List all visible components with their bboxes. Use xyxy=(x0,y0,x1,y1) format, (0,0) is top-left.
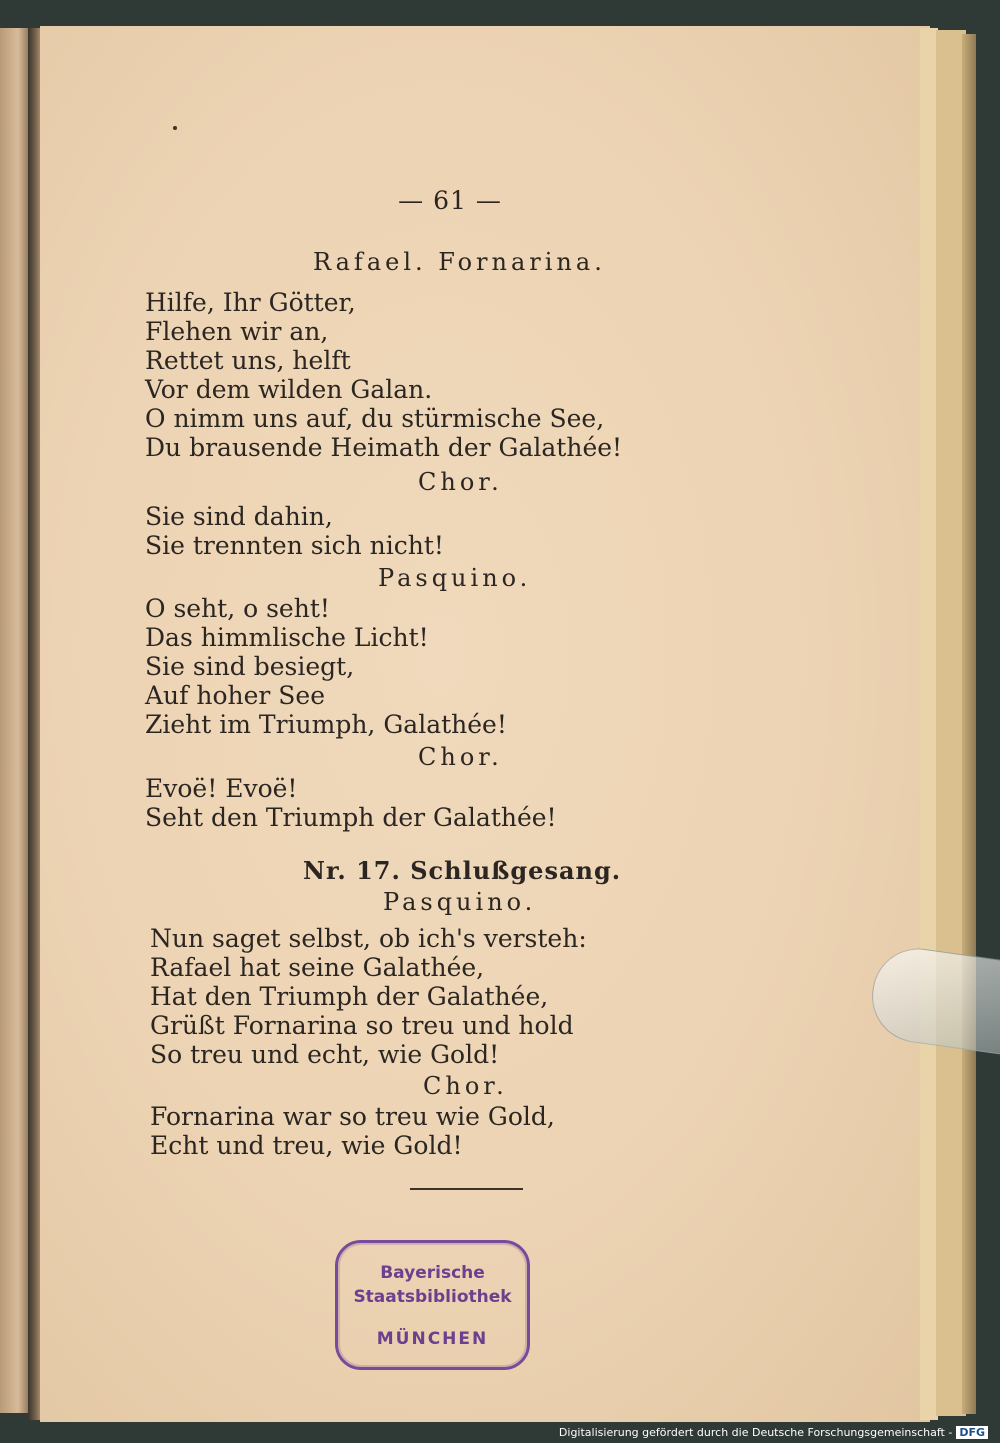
verse-line: Hilfe, Ihr Götter, xyxy=(145,288,356,317)
verse-line: So treu und echt, wie Gold! xyxy=(150,1040,500,1069)
verse-line: Auf hoher See xyxy=(145,681,326,710)
speaker-heading: Pasquino. xyxy=(383,888,537,916)
verse-line: Rettet uns, helft xyxy=(145,346,351,375)
speaker-heading: Chor. xyxy=(418,468,503,496)
verse-line: Vor dem wilden Galan. xyxy=(145,375,433,404)
speaker-heading: Chor. xyxy=(423,1072,508,1100)
verse-line: Das himmlische Licht! xyxy=(145,623,429,652)
stamp-line: Bayerische xyxy=(380,1263,485,1283)
library-stamp xyxy=(335,1240,530,1370)
verse-line: Sie trennten sich nicht! xyxy=(145,531,444,560)
verse-line: Echt und treu, wie Gold! xyxy=(150,1131,463,1160)
verse-line: Fornarina war so treu wie Gold, xyxy=(150,1102,555,1131)
verse-line: Nun saget selbst, ob ich's versteh: xyxy=(150,924,587,953)
verse-line: Evoë! Evoë! xyxy=(145,774,298,803)
number-heading: Nr. 17. Schlußgesang. xyxy=(303,856,622,885)
book-cover-edge xyxy=(962,34,976,1414)
end-rule xyxy=(410,1188,523,1190)
verse-line: Zieht im Triumph, Galathée! xyxy=(145,710,507,739)
dfg-logo: DFG xyxy=(956,1426,988,1439)
ink-speck xyxy=(173,126,177,130)
verse-line: Sie sind dahin, xyxy=(145,502,333,531)
verse-line: Grüßt Fornarina so treu und hold xyxy=(150,1011,574,1040)
speaker-heading: Pasquino. xyxy=(378,564,532,592)
previous-page-edge xyxy=(0,28,30,1413)
verse-line: Sie sind besiegt, xyxy=(145,652,355,681)
stamp-line: MÜNCHEN xyxy=(376,1329,489,1349)
verse-line: Seht den Triumph der Galathée! xyxy=(145,803,557,832)
page-number: — 61 — xyxy=(398,186,502,215)
verse-line: O nimm uns auf, du stürmische See, xyxy=(145,404,605,433)
verse-line: Rafael hat seine Galathée, xyxy=(150,953,485,982)
speaker-heading: Chor. xyxy=(418,743,503,771)
verse-line: Du brausende Heimath der Galathée! xyxy=(145,433,623,462)
verse-line: Hat den Triumph der Galathée, xyxy=(150,982,549,1011)
stamp-line: Staatsbibliothek xyxy=(353,1287,512,1307)
speaker-heading: Rafael. Fornarina. xyxy=(313,248,606,276)
footer-text: Digitalisierung gefördert durch die Deutsche Forschungsgemeinschaft - xyxy=(558,1426,953,1439)
verse-line: Flehen wir an, xyxy=(145,317,329,346)
digitization-footer xyxy=(555,1424,992,1441)
verse-line: O seht, o seht! xyxy=(145,594,330,623)
